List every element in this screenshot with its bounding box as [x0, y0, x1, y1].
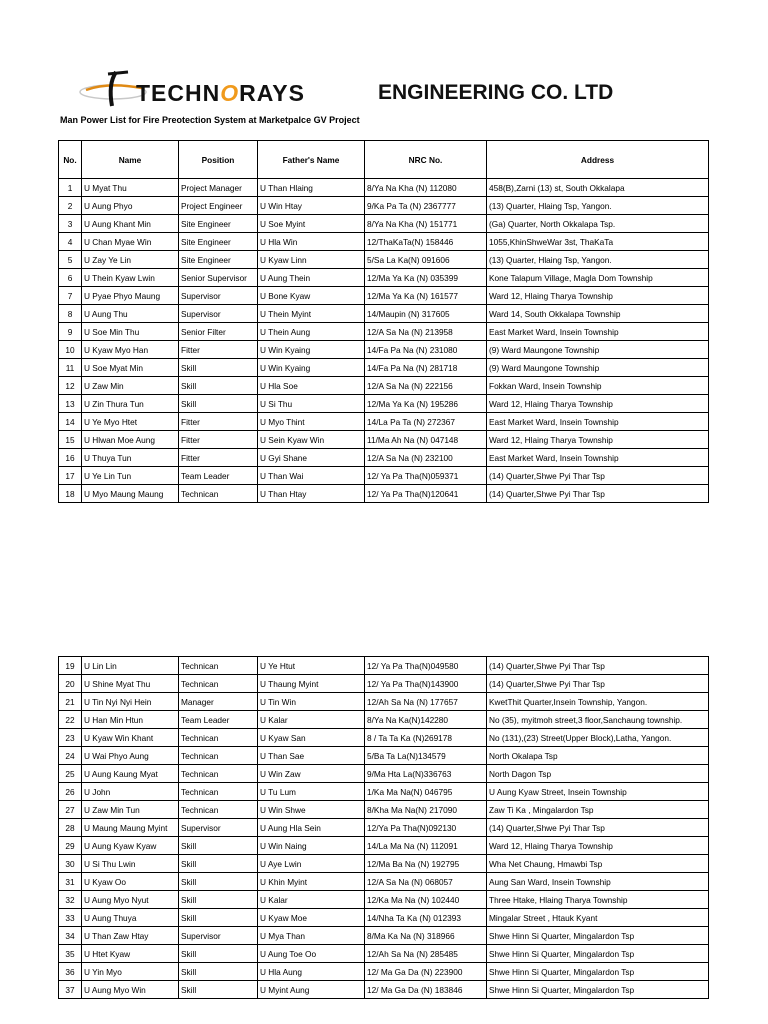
- table-row: [59, 801, 709, 819]
- cell-nrc-no: 12/Ma Ya Ka (N) 161577: [365, 287, 487, 305]
- cell-nrc-no: 12/Ma Ba Na (N) 192795: [365, 855, 487, 873]
- cell-name: U Han Min Htun: [82, 711, 179, 729]
- cell-address: KwetThit Quarter,Insein Township, Yangon.: [487, 693, 709, 711]
- cell-fathers-name: U Kalar: [258, 891, 365, 909]
- cell-nrc-no: 1/Ka Ma Na(N) 046795: [365, 783, 487, 801]
- cell-no: 15: [59, 431, 82, 449]
- cell-fathers-name: U Win Shwe: [258, 801, 365, 819]
- cell-fathers-name: U Kyaw Linn: [258, 251, 365, 269]
- cell-no: 32: [59, 891, 82, 909]
- cell-nrc-no: 14/Maupin (N) 317605: [365, 305, 487, 323]
- cell-nrc-no: 14/Nha Ta Ka (N) 012393: [365, 909, 487, 927]
- cell-nrc-no: 5/Ba Ta La(N)134579: [365, 747, 487, 765]
- cell-name: U Aung Kyaw Kyaw: [82, 837, 179, 855]
- table-row: [59, 819, 709, 837]
- cell-no: 27: [59, 801, 82, 819]
- cell-name: U Aung Thuya: [82, 909, 179, 927]
- table-row: [59, 485, 709, 503]
- staff-table-page-1: [58, 140, 709, 503]
- cell-address: Shwe Hinn Si Quarter, Mingalardon Tsp: [487, 963, 709, 981]
- cell-address: East Market Ward, Insein Township: [487, 413, 709, 431]
- cell-no: 5: [59, 251, 82, 269]
- cell-no: 23: [59, 729, 82, 747]
- document-title: Man Power List for Fire Preotection System at Marketpalce GV Project: [60, 115, 360, 125]
- cell-position: Supervisor: [179, 927, 258, 945]
- cell-address: Shwe Hinn Si Quarter, Mingalardon Tsp: [487, 927, 709, 945]
- cell-position: Fitter: [179, 449, 258, 467]
- cell-name: U Hlwan Moe Aung: [82, 431, 179, 449]
- cell-nrc-no: 12/ Ya Pa Tha(N)059371: [365, 467, 487, 485]
- cell-fathers-name: U Myo Thint: [258, 413, 365, 431]
- cell-fathers-name: U Kyaw San: [258, 729, 365, 747]
- table-row: [59, 783, 709, 801]
- cell-fathers-name: U Than Hlaing: [258, 179, 365, 197]
- cell-fathers-name: U Gyi Shane: [258, 449, 365, 467]
- table-row: [59, 251, 709, 269]
- cell-nrc-no: 12/ Ya Pa Tha(N)049580: [365, 657, 487, 675]
- cell-no: 6: [59, 269, 82, 287]
- cell-no: 19: [59, 657, 82, 675]
- table-row: [59, 413, 709, 431]
- cell-name: U Aung Myo Nyut: [82, 891, 179, 909]
- cell-name: U Ye Lin Tun: [82, 467, 179, 485]
- cell-name: U Than Zaw Htay: [82, 927, 179, 945]
- cell-no: 21: [59, 693, 82, 711]
- cell-address: Zaw Ti Ka , Mingalardon Tsp: [487, 801, 709, 819]
- cell-name: U Aung Myo Win: [82, 981, 179, 999]
- cell-position: Team Leader: [179, 711, 258, 729]
- cell-nrc-no: 14/La Ma Na (N) 112091: [365, 837, 487, 855]
- cell-no: 25: [59, 765, 82, 783]
- cell-nrc-no: 12/A Sa Na (N) 222156: [365, 377, 487, 395]
- cell-position: Fitter: [179, 413, 258, 431]
- cell-address: Wha Net Chaung, Hmawbi Tsp: [487, 855, 709, 873]
- cell-fathers-name: U Thein Myint: [258, 305, 365, 323]
- cell-address: Ward 12, Hlaing Tharya Township: [487, 287, 709, 305]
- cell-nrc-no: 12/Ka Ma Na (N) 102440: [365, 891, 487, 909]
- cell-fathers-name: U Si Thu: [258, 395, 365, 413]
- logo-wordmark: TECHNORAYS: [136, 80, 305, 106]
- cell-nrc-no: 8/Ya Na Ka(N)142280: [365, 711, 487, 729]
- cell-name: U Myat Thu: [82, 179, 179, 197]
- cell-fathers-name: U Myint Aung: [258, 981, 365, 999]
- table-row: [59, 179, 709, 197]
- cell-name: U Aung Kaung Myat: [82, 765, 179, 783]
- cell-fathers-name: U Win Naing: [258, 837, 365, 855]
- table-row: [59, 197, 709, 215]
- cell-name: U Pyae Phyo Maung: [82, 287, 179, 305]
- cell-fathers-name: U Than Htay: [258, 485, 365, 503]
- table-row: [59, 873, 709, 891]
- table-row: [59, 341, 709, 359]
- cell-nrc-no: 12/ThaKaTa(N) 158446: [365, 233, 487, 251]
- cell-name: U John: [82, 783, 179, 801]
- cell-fathers-name: U Win Kyaing: [258, 359, 365, 377]
- cell-no: 14: [59, 413, 82, 431]
- cell-address: No (131),(23) Street(Upper Block),Latha, Yangon.: [487, 729, 709, 747]
- cell-no: 29: [59, 837, 82, 855]
- table-row: [59, 891, 709, 909]
- cell-nrc-no: 12/Ya Pa Tha(N)092130: [365, 819, 487, 837]
- table-row: [59, 657, 709, 675]
- cell-name: U Kyaw Oo: [82, 873, 179, 891]
- cell-no: 24: [59, 747, 82, 765]
- cell-nrc-no: 12/ Ya Pa Tha(N)120641: [365, 485, 487, 503]
- cell-address: Ward 12, Hlaing Tharya Township: [487, 431, 709, 449]
- table-row: [59, 747, 709, 765]
- cell-fathers-name: U Win Htay: [258, 197, 365, 215]
- cell-fathers-name: U Aung Hla Sein: [258, 819, 365, 837]
- cell-fathers-name: U Aung Toe Oo: [258, 945, 365, 963]
- cell-no: 28: [59, 819, 82, 837]
- table-row: [59, 287, 709, 305]
- cell-name: U Aung Thu: [82, 305, 179, 323]
- table-row: [59, 467, 709, 485]
- table-row: [59, 981, 709, 999]
- cell-name: U Myo Maung Maung: [82, 485, 179, 503]
- cell-position: Senior Supervisor: [179, 269, 258, 287]
- cell-no: 22: [59, 711, 82, 729]
- cell-fathers-name: U Win Zaw: [258, 765, 365, 783]
- cell-address: (14) Quarter,Shwe Pyi Thar Tsp: [487, 467, 709, 485]
- table-header-row: [59, 141, 709, 179]
- cell-name: U Aung Phyo: [82, 197, 179, 215]
- cell-no: 3: [59, 215, 82, 233]
- cell-position: Technican: [179, 765, 258, 783]
- table-row: [59, 909, 709, 927]
- cell-fathers-name: U Mya Than: [258, 927, 365, 945]
- cell-name: U Zay Ye Lin: [82, 251, 179, 269]
- cell-name: U Soe Myat Min: [82, 359, 179, 377]
- cell-name: U Zin Thura Tun: [82, 395, 179, 413]
- cell-name: U Si Thu Lwin: [82, 855, 179, 873]
- cell-no: 16: [59, 449, 82, 467]
- cell-no: 8: [59, 305, 82, 323]
- cell-position: Technican: [179, 485, 258, 503]
- cell-address: (14) Quarter,Shwe Pyi Thar Tsp: [487, 657, 709, 675]
- header-name: Name: [82, 141, 179, 179]
- staff-table-page-2: [58, 656, 709, 999]
- cell-nrc-no: 12/ Ya Pa Tha(N)143900: [365, 675, 487, 693]
- cell-address: (13) Quarter, Hlaing Tsp, Yangon.: [487, 251, 709, 269]
- cell-address: Shwe Hinn Si Quarter, Mingalardon Tsp: [487, 981, 709, 999]
- cell-nrc-no: 12/Ah Sa Na (N) 177657: [365, 693, 487, 711]
- cell-no: 7: [59, 287, 82, 305]
- cell-position: Supervisor: [179, 287, 258, 305]
- cell-name: U Thein Kyaw Lwin: [82, 269, 179, 287]
- table-row: [59, 377, 709, 395]
- cell-position: Technican: [179, 783, 258, 801]
- table-row: [59, 675, 709, 693]
- cell-position: Fitter: [179, 341, 258, 359]
- cell-position: Technican: [179, 675, 258, 693]
- cell-no: 26: [59, 783, 82, 801]
- cell-fathers-name: U Ye Htut: [258, 657, 365, 675]
- cell-fathers-name: U Tin Win: [258, 693, 365, 711]
- company-header: [78, 64, 638, 114]
- cell-nrc-no: 9/Ma Hta La(N)336763: [365, 765, 487, 783]
- cell-address: (14) Quarter,Shwe Pyi Thar Tsp: [487, 485, 709, 503]
- cell-nrc-no: 12/Ma Ya Ka (N) 035399: [365, 269, 487, 287]
- table-body: [59, 179, 709, 503]
- cell-fathers-name: U Win Kyaing: [258, 341, 365, 359]
- header-position: Position: [179, 141, 258, 179]
- cell-no: 36: [59, 963, 82, 981]
- cell-address: Kone Talapum Village, Magla Dom Township: [487, 269, 709, 287]
- cell-position: Technican: [179, 747, 258, 765]
- cell-position: Skill: [179, 981, 258, 999]
- header-address: Address: [487, 141, 709, 179]
- cell-position: Skill: [179, 837, 258, 855]
- cell-fathers-name: U Hla Soe: [258, 377, 365, 395]
- cell-no: 33: [59, 909, 82, 927]
- cell-fathers-name: U Sein Kyaw Win: [258, 431, 365, 449]
- cell-position: Skill: [179, 873, 258, 891]
- cell-nrc-no: 5/Sa La Ka(N) 091606: [365, 251, 487, 269]
- cell-address: East Market Ward, Insein Township: [487, 449, 709, 467]
- cell-address: Ward 12, Hlaing Tharya Township: [487, 837, 709, 855]
- cell-name: U Soe Min Thu: [82, 323, 179, 341]
- table-row: [59, 359, 709, 377]
- cell-nrc-no: 8/Ya Na Kha (N) 151771: [365, 215, 487, 233]
- header-no: No.: [59, 141, 82, 179]
- cell-position: Technican: [179, 801, 258, 819]
- cell-no: 13: [59, 395, 82, 413]
- cell-address: Shwe Hinn Si Quarter, Mingalardon Tsp: [487, 945, 709, 963]
- table-row: [59, 323, 709, 341]
- cell-no: 9: [59, 323, 82, 341]
- cell-address: (9) Ward Maungone Township: [487, 359, 709, 377]
- cell-address: 1055,KhinShweWar 3st, ThaKaTa: [487, 233, 709, 251]
- cell-no: 20: [59, 675, 82, 693]
- company-name: ENGINEERING CO. LTD: [378, 81, 614, 104]
- cell-name: U Yin Myo: [82, 963, 179, 981]
- cell-position: Supervisor: [179, 305, 258, 323]
- cell-position: Site Engineer: [179, 251, 258, 269]
- cell-name: U Wai Phyo Aung: [82, 747, 179, 765]
- cell-no: 31: [59, 873, 82, 891]
- cell-position: Skill: [179, 359, 258, 377]
- cell-address: North Okalapa Tsp: [487, 747, 709, 765]
- cell-fathers-name: U Hla Win: [258, 233, 365, 251]
- table-row: [59, 233, 709, 251]
- cell-nrc-no: 11/Ma Ah Na (N) 047148: [365, 431, 487, 449]
- table-row: [59, 269, 709, 287]
- cell-fathers-name: U Hla Aung: [258, 963, 365, 981]
- cell-nrc-no: 14/La Pa Ta (N) 272367: [365, 413, 487, 431]
- cell-address: Ward 14, South Okkalapa Township: [487, 305, 709, 323]
- cell-position: Skill: [179, 945, 258, 963]
- table-row: [59, 765, 709, 783]
- cell-position: Skill: [179, 891, 258, 909]
- cell-fathers-name: U Khin Myint: [258, 873, 365, 891]
- cell-address: 458(B),Zarni (13) st, South Okkalapa: [487, 179, 709, 197]
- table-row: [59, 963, 709, 981]
- table-row: [59, 945, 709, 963]
- cell-nrc-no: 12/ Ma Ga Da (N) 223900: [365, 963, 487, 981]
- cell-name: U Thuya Tun: [82, 449, 179, 467]
- table-row: [59, 837, 709, 855]
- cell-name: U Htet Kyaw: [82, 945, 179, 963]
- cell-name: U Shine Myat Thu: [82, 675, 179, 693]
- cell-name: U Chan Myae Win: [82, 233, 179, 251]
- cell-no: 1: [59, 179, 82, 197]
- cell-no: 37: [59, 981, 82, 999]
- cell-fathers-name: U Aung Thein: [258, 269, 365, 287]
- cell-nrc-no: 8 / Ta Ta Ka (N)269178: [365, 729, 487, 747]
- cell-address: Three Htake, Hlaing Tharya Township: [487, 891, 709, 909]
- cell-nrc-no: 8/Ma Ka Na (N) 318966: [365, 927, 487, 945]
- cell-address: (9) Ward Maungone Township: [487, 341, 709, 359]
- cell-address: (Ga) Quarter, North Okkalapa Tsp.: [487, 215, 709, 233]
- cell-no: 18: [59, 485, 82, 503]
- table-row: [59, 927, 709, 945]
- cell-name: U Zaw Min: [82, 377, 179, 395]
- cell-nrc-no: 12/A Sa Na (N) 213958: [365, 323, 487, 341]
- cell-address: U Aung Kyaw Street, Insein Township: [487, 783, 709, 801]
- cell-address: Aung San Ward, Insein Township: [487, 873, 709, 891]
- cell-no: 4: [59, 233, 82, 251]
- cell-fathers-name: U Than Wai: [258, 467, 365, 485]
- cell-position: Skill: [179, 855, 258, 873]
- cell-fathers-name: U Than Sae: [258, 747, 365, 765]
- cell-address: Fokkan Ward, Insein Township: [487, 377, 709, 395]
- cell-address: East Market Ward, Insein Township: [487, 323, 709, 341]
- cell-nrc-no: 9/Ka Pa Ta (N) 2367777: [365, 197, 487, 215]
- cell-position: Project Manager: [179, 179, 258, 197]
- cell-address: (13) Quarter, Hlaing Tsp, Yangon.: [487, 197, 709, 215]
- cell-fathers-name: U Bone Kyaw: [258, 287, 365, 305]
- cell-position: Skill: [179, 909, 258, 927]
- table-row: [59, 395, 709, 413]
- cell-position: Project Engineer: [179, 197, 258, 215]
- cell-no: 10: [59, 341, 82, 359]
- table-row: [59, 305, 709, 323]
- cell-position: Senior Filter: [179, 323, 258, 341]
- cell-nrc-no: 12/ Ma Ga Da (N) 183846: [365, 981, 487, 999]
- cell-position: Skill: [179, 395, 258, 413]
- cell-address: (14) Quarter,Shwe Pyi Thar Tsp: [487, 675, 709, 693]
- cell-nrc-no: 14/Fa Pa Na (N) 281718: [365, 359, 487, 377]
- table-row: [59, 711, 709, 729]
- cell-no: 35: [59, 945, 82, 963]
- cell-position: Technican: [179, 729, 258, 747]
- cell-address: Ward 12, Hlaing Tharya Township: [487, 395, 709, 413]
- cell-no: 2: [59, 197, 82, 215]
- table-row: [59, 449, 709, 467]
- cell-position: Skill: [179, 963, 258, 981]
- cell-fathers-name: U Thein Aung: [258, 323, 365, 341]
- table-body: [59, 657, 709, 999]
- cell-fathers-name: U Kyaw Moe: [258, 909, 365, 927]
- cell-nrc-no: 8/Ya Na Kha (N) 112080: [365, 179, 487, 197]
- cell-name: U Kyaw Win Khant: [82, 729, 179, 747]
- cell-nrc-no: 14/Fa Pa Na (N) 231080: [365, 341, 487, 359]
- cell-position: Team Leader: [179, 467, 258, 485]
- cell-position: Manager: [179, 693, 258, 711]
- cell-name: U Aung Khant Min: [82, 215, 179, 233]
- cell-nrc-no: 8/Kha Ma Na(N) 217090: [365, 801, 487, 819]
- cell-position: Fitter: [179, 431, 258, 449]
- cell-fathers-name: U Aye Lwin: [258, 855, 365, 873]
- cell-fathers-name: U Soe Myint: [258, 215, 365, 233]
- cell-fathers-name: U Tu Lum: [258, 783, 365, 801]
- cell-fathers-name: U Thaung Myint: [258, 675, 365, 693]
- cell-no: 34: [59, 927, 82, 945]
- cell-fathers-name: U Kalar: [258, 711, 365, 729]
- cell-no: 30: [59, 855, 82, 873]
- cell-nrc-no: 12/Ma Ya Ka (N) 195286: [365, 395, 487, 413]
- cell-no: 12: [59, 377, 82, 395]
- table-row: [59, 729, 709, 747]
- cell-name: U Maung Maung Myint: [82, 819, 179, 837]
- cell-address: Mingalar Street , Htauk Kyant: [487, 909, 709, 927]
- cell-position: Skill: [179, 377, 258, 395]
- cell-position: Supervisor: [179, 819, 258, 837]
- cell-address: North Dagon Tsp: [487, 765, 709, 783]
- cell-address: (14) Quarter,Shwe Pyi Thar Tsp: [487, 819, 709, 837]
- cell-name: U Lin Lin: [82, 657, 179, 675]
- cell-nrc-no: 12/A Sa Na (N) 232100: [365, 449, 487, 467]
- cell-position: Site Engineer: [179, 215, 258, 233]
- cell-no: 17: [59, 467, 82, 485]
- table-row: [59, 431, 709, 449]
- table-row: [59, 693, 709, 711]
- cell-name: U Tin Nyi Nyi Hein: [82, 693, 179, 711]
- header-fathers-name: Father's Name: [258, 141, 365, 179]
- cell-name: U Ye Myo Htet: [82, 413, 179, 431]
- table-row: [59, 215, 709, 233]
- cell-position: Technican: [179, 657, 258, 675]
- table-row: [59, 855, 709, 873]
- cell-name: U Zaw Min Tun: [82, 801, 179, 819]
- cell-nrc-no: 12/Ah Sa Na (N) 285485: [365, 945, 487, 963]
- cell-no: 11: [59, 359, 82, 377]
- header-nrc-no: NRC No.: [365, 141, 487, 179]
- cell-nrc-no: 12/A Sa Na (N) 068057: [365, 873, 487, 891]
- cell-address: No (35), myitmoh street,3 floor,Sanchaung township.: [487, 711, 709, 729]
- cell-position: Site Engineer: [179, 233, 258, 251]
- cell-name: U Kyaw Myo Han: [82, 341, 179, 359]
